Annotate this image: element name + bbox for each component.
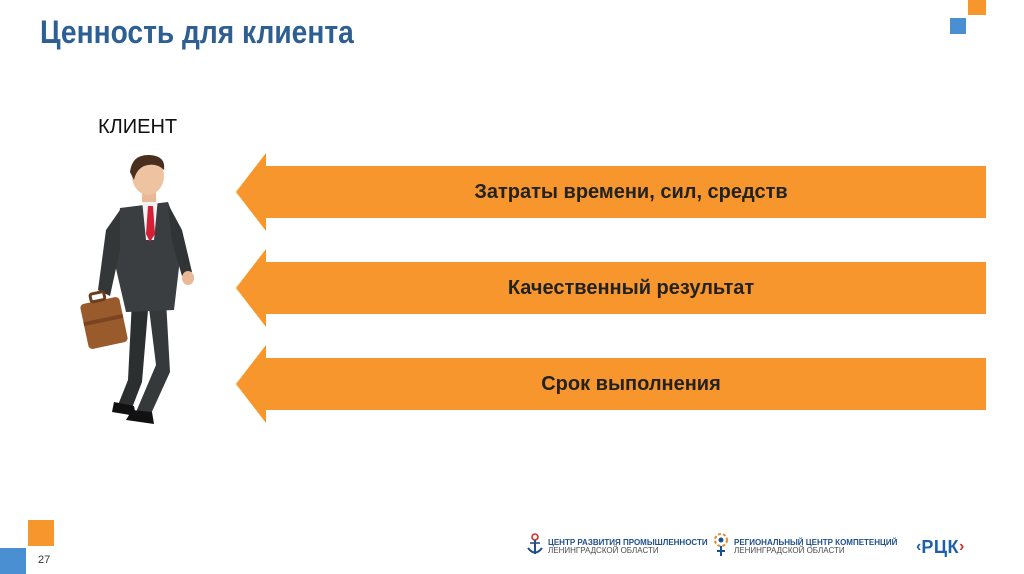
logo2-line1: РЕГИОНАЛЬНЫЙ ЦЕНТР КОМПЕТЕНЦИЙ: [734, 537, 898, 547]
arrow-banner-costs: [236, 153, 986, 231]
page-number: 27: [38, 554, 51, 566]
logo2-line2: ЛЕНИНГРАДСКОЙ ОБЛАСТИ: [734, 546, 845, 555]
client-label: КЛИЕНТ: [98, 116, 178, 138]
arrow-label-deadline: Срок выполнения: [541, 372, 721, 395]
businessman-with-briefcase-icon: [70, 150, 210, 430]
logo1-line2: ЛЕНИНГРАДСКОЙ ОБЛАСТИ: [548, 546, 659, 555]
deco-square-orange-bottom: [28, 520, 54, 546]
chevron-left-icon: ‹: [916, 538, 922, 555]
logo-rck: [916, 532, 964, 562]
anchor-emblem-icon: [526, 533, 544, 562]
arrow-label-quality: Качественный результат: [507, 276, 755, 299]
arrow-banner-deadline: [236, 345, 986, 423]
logo3-text: РЦК: [921, 536, 959, 557]
logo-competence-center: [712, 532, 897, 562]
deco-square-blue-top: [950, 18, 966, 34]
deco-square-orange-top: [968, 0, 986, 15]
logo1-line1: ЦЕНТР РАЗВИТИЯ ПРОМЫШЛЕННОСТИ: [548, 537, 708, 547]
deco-square-blue-bottom: [0, 548, 26, 574]
arrow-label-costs: Затраты времени, сил, средств: [474, 180, 788, 203]
chevron-right-icon: ›: [958, 538, 965, 555]
gear-person-icon: [712, 532, 730, 563]
arrow-banner-quality: [236, 249, 986, 327]
slide-title: Ценность для клиента: [40, 14, 354, 50]
logo-industry-center: [526, 532, 708, 562]
